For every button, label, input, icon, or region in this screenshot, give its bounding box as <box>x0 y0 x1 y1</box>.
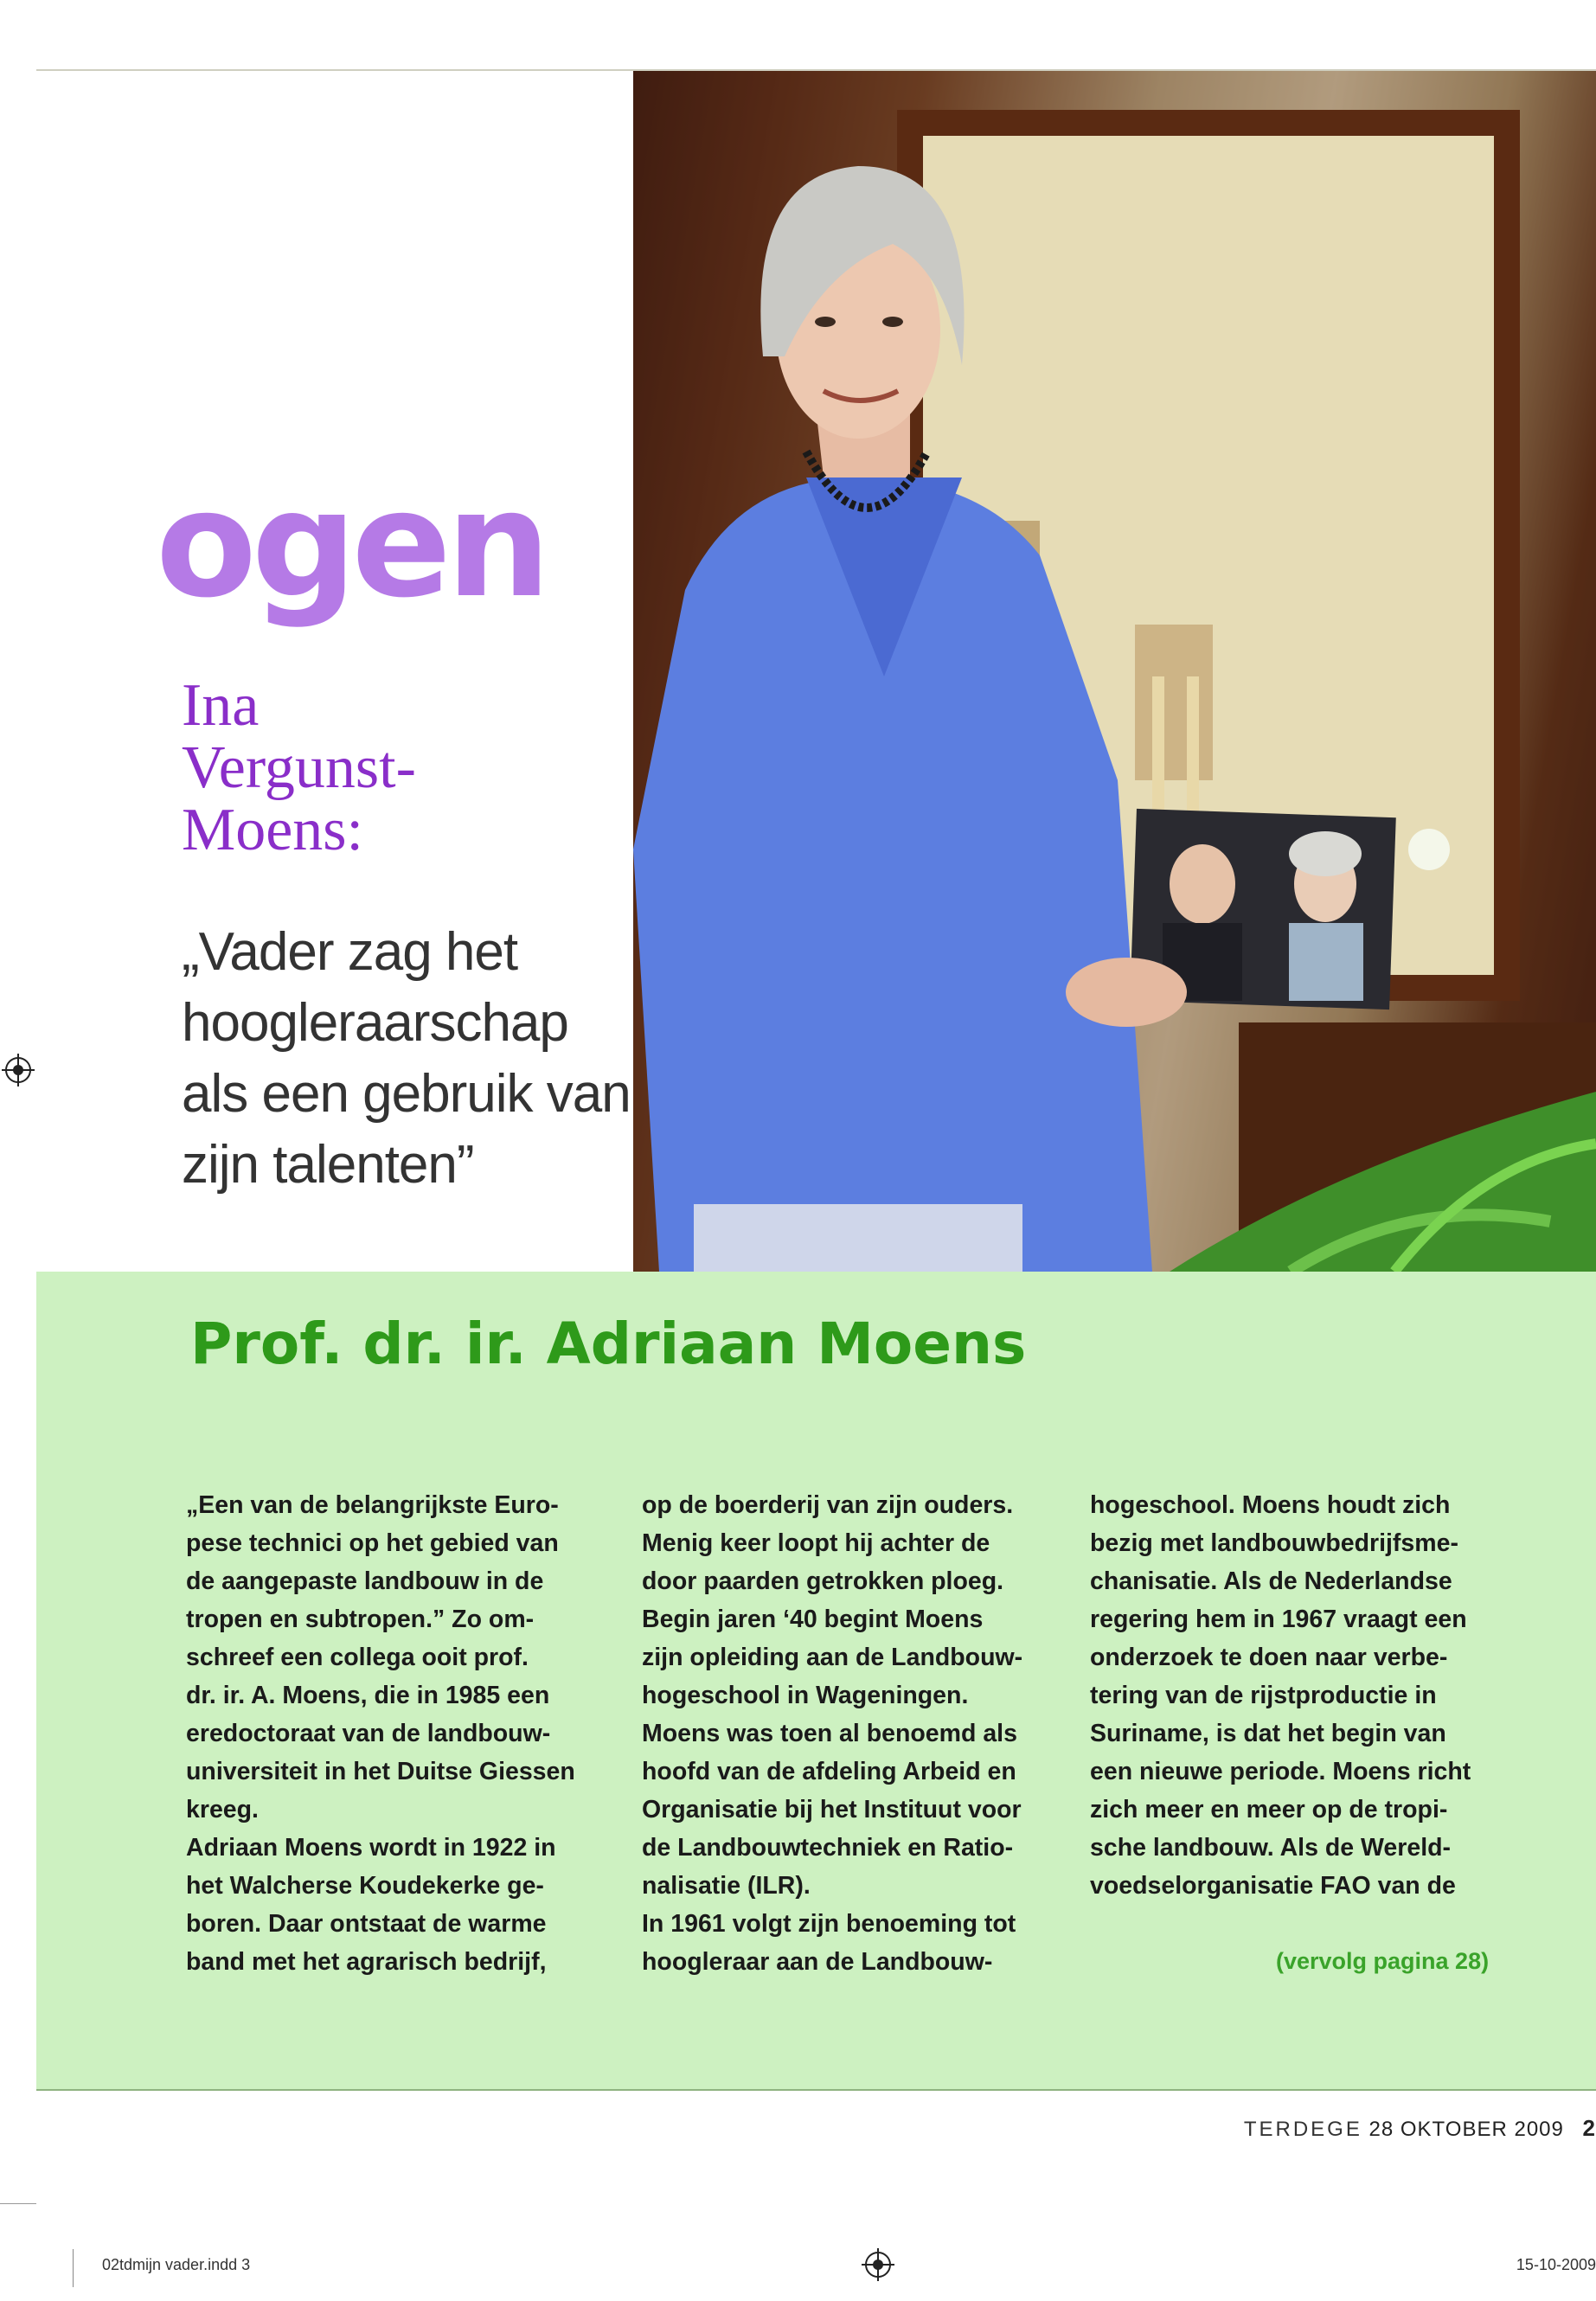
article-column-1: „Een van de belangrijkste Euro- pese technici op het gebied van de aangepaste landbouw in de tropen en subtropen.” Zo om- schreef een collega ooit prof. dr. ir. A. Moens, die in 1985 een eredoctoraat van de landbouw- universiteit in het Duitse Giessen kreeg. Adriaan Moens wordt in 1922 in het Walcherse Koudekerke ge- boren. Daar ontstaat de warme band met het agrarisch bedrijf, <box>186 1491 575 1976</box>
interviewee-name <box>182 672 614 863</box>
registration-mark-icon <box>865 2252 891 2278</box>
page-number: 2 <box>1582 2115 1596 2141</box>
publication-name: TERDEGE <box>1243 2118 1362 2141</box>
portrait-photo <box>633 71 1596 1272</box>
registration-mark-icon <box>5 1057 31 1083</box>
name-line-1: Ina <box>182 672 260 739</box>
crop-rule <box>0 2203 36 2204</box>
name-line-3: Moens: <box>182 797 363 863</box>
section-kicker: ogen <box>156 459 546 631</box>
portrait-illustration <box>633 71 1596 1272</box>
slug-filename: 02tdmijn vader.indd 3 <box>102 2256 251 2273</box>
page-footer <box>1244 2115 1596 2142</box>
name-line-2: Vergunst- <box>182 734 416 801</box>
slug-date: 15-10-2009 <box>1516 2256 1596 2273</box>
article-title: Prof. dr. ir. Adriaan Moens <box>190 1311 1027 1377</box>
crop-mark <box>73 2249 74 2287</box>
issue-date: 28 OKTOBER 2009 <box>1368 2118 1564 2141</box>
article-column-3: hogeschool. Moens houdt zich bezig met landbouwbedrijfsme- chanisatie. Als de Nederlandse regering hem in 1967 vraagt een onderzoek te doen naar verbe- tering van de rijstproductie in Suriname, is dat het begin van een nieuwe periode. Moens richt zich meer en meer op de tropi- sche landbouw. Als de Wereld- voedselorganisatie FAO van de <box>1090 1491 1471 1900</box>
article-column-2: op de boerderij van zijn ouders. Menig keer loopt hij achter de door paarden getrokken ploeg. Begin jaren ‘40 begint Moens zijn opleiding aan de Landbouw- hogeschool in Wageningen. Moens was toen al benoemd als hoofd van de afdeling Arbeid en Organisatie bij het Instituut voor de Landbouwtechniek en Ratio- nalisatie (ILR). In 1961 volgt zijn benoeming tot hoogleraar aan de Landbouw- <box>642 1491 1023 1976</box>
continued-on-page: (vervolg pagina 28) <box>1276 1948 1490 1974</box>
pull-quote: „Vader zag het hoogleraarschap als een gebruik van zijn talenten” <box>182 922 631 1195</box>
